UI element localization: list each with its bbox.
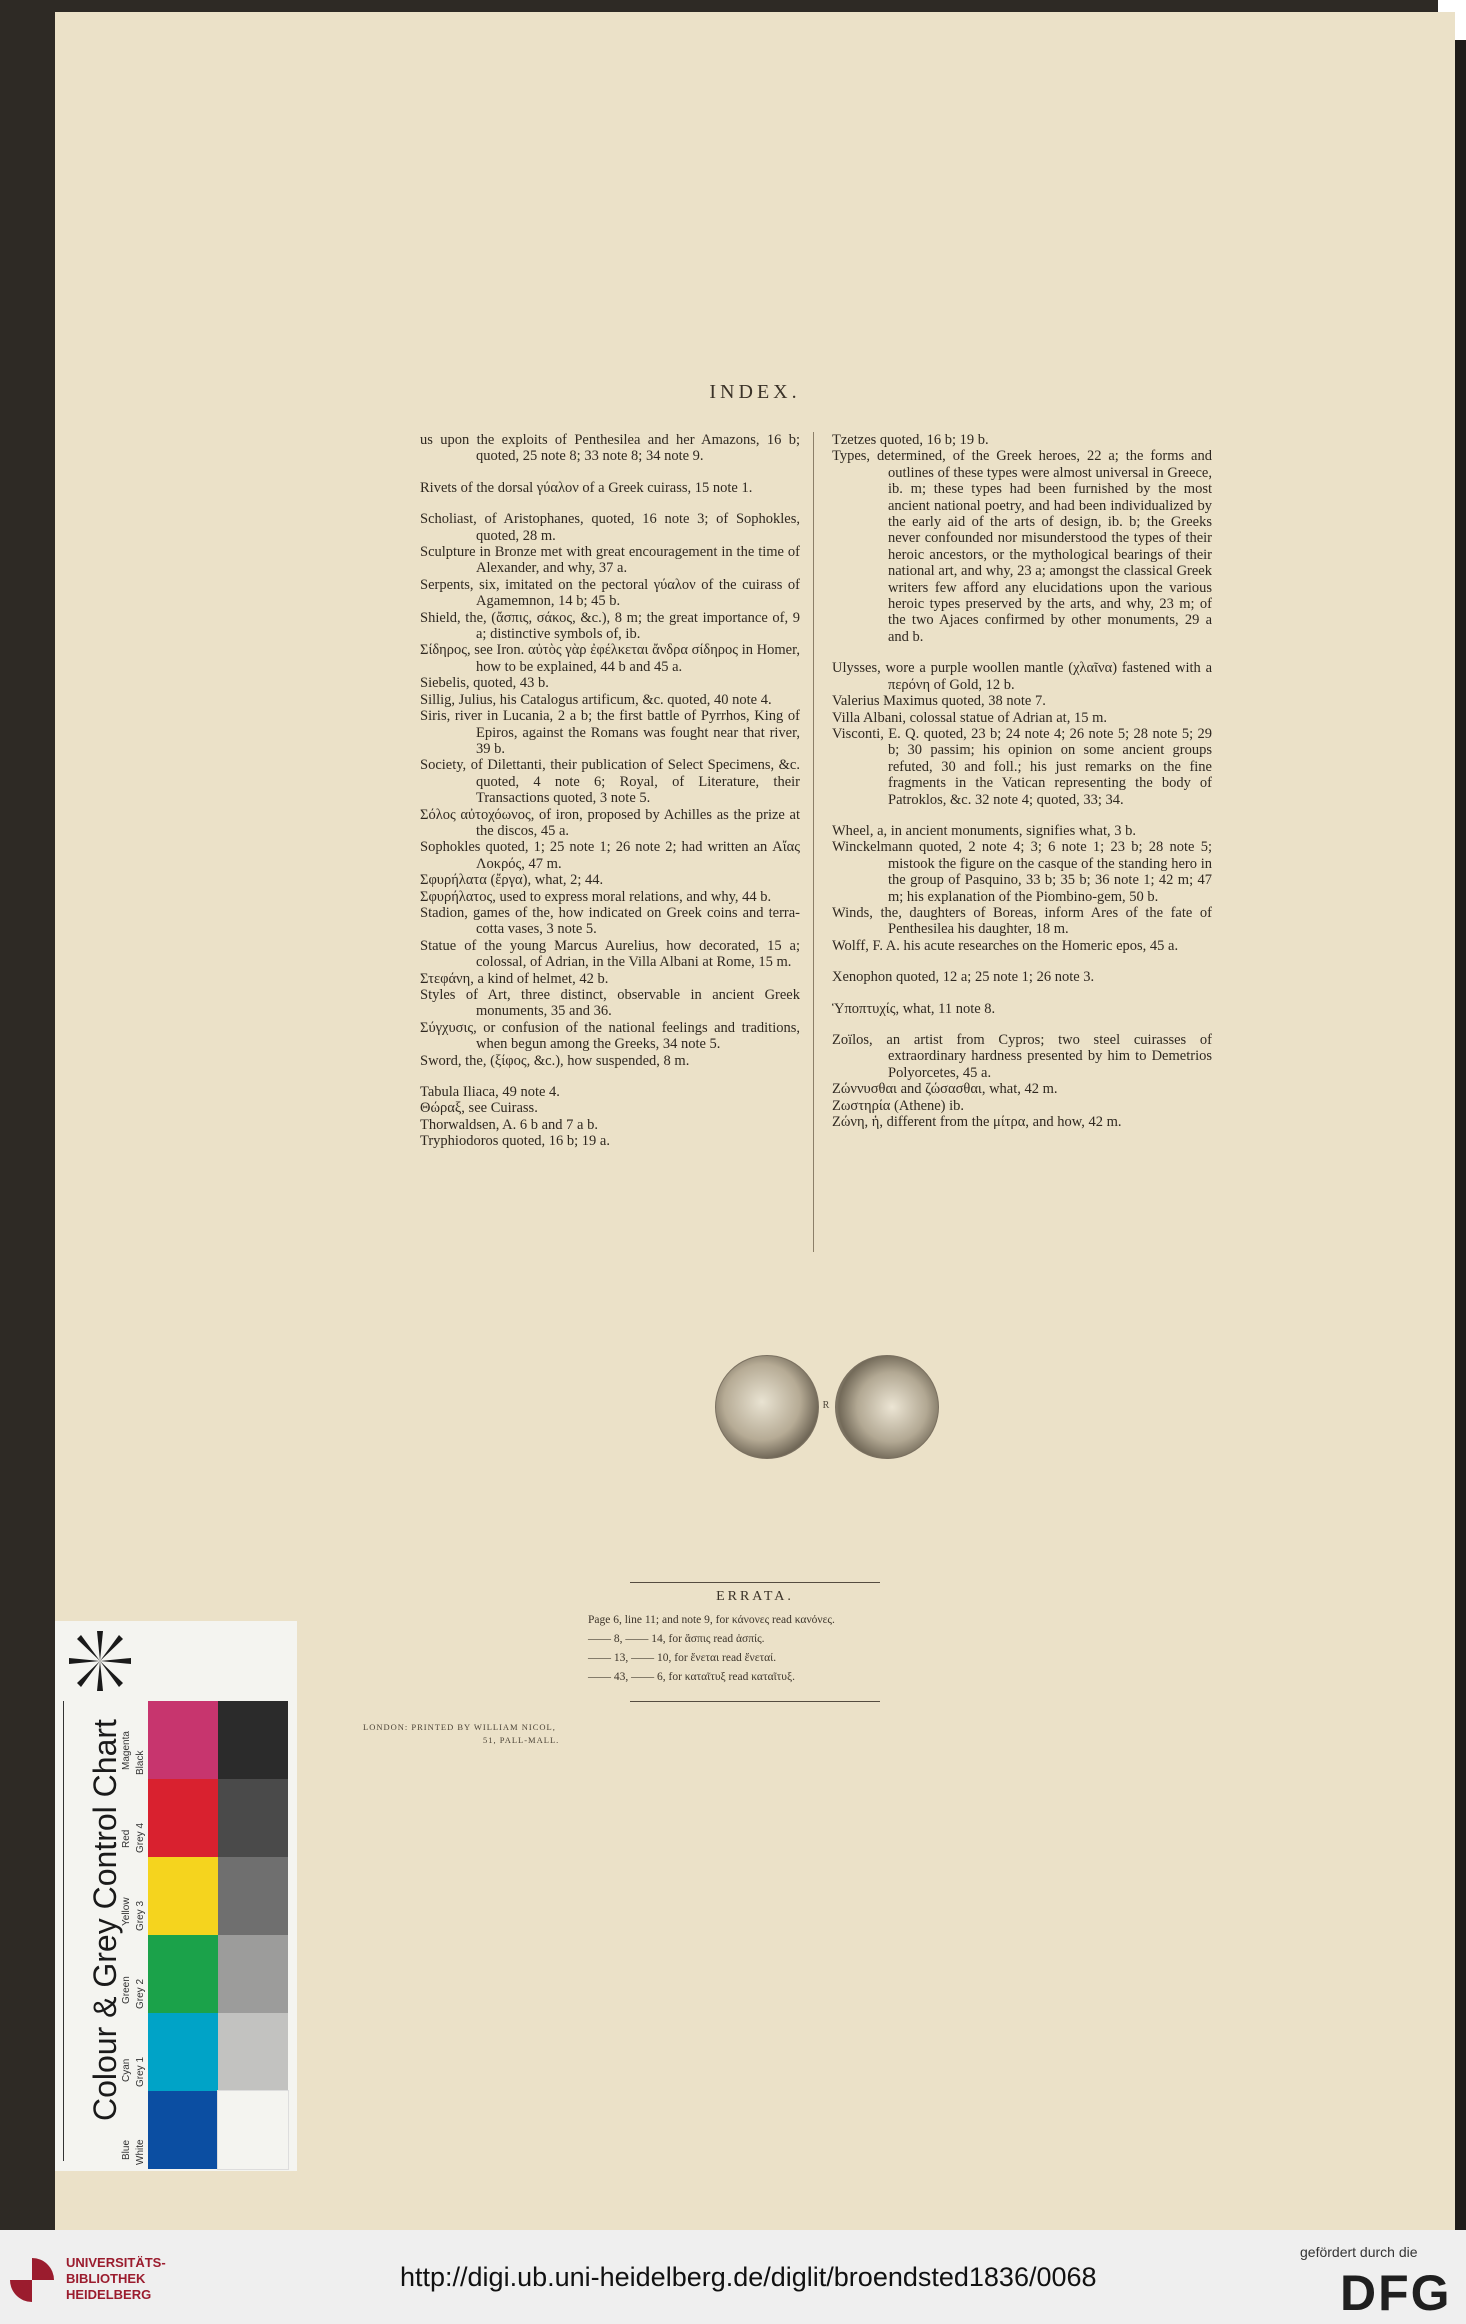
- coin-obverse-image: [715, 1355, 819, 1459]
- index-entry: Σόλος αὐτοχόωνος, of iron, proposed by Achilles as the prize at the discos, 45 a.: [420, 806, 800, 839]
- coin-reverse-image: [835, 1355, 939, 1459]
- index-entry: Stadion, games of the, how indicated on Greek coins and terra-cotta vases, 3 note 5.: [420, 904, 800, 938]
- index-entry: Types, determined, of the Greek heroes, 22 a; the forms and outlines of these types were almost universal in Greece, ib. m; these types had been furnished by the most ancient national poetry, and had been individualized by the early aid of the arts of design, ib. b; the Greeks never confounded nor misunderstood the types of their heroic ancestors, or the mythological bearings of their national art, and why, 23 a; amongst the classical Greek writers few afford any elucidations upon the various heroic types preserved by the arts, and why, 23 m; of the two Ajaces confirmed by other monuments, 29 a and b.: [832, 448, 1212, 645]
- swatch-yellow: [148, 1857, 218, 1935]
- chart-title: Colour & Grey Control Chart: [87, 1719, 123, 2121]
- errata-line: —— 8, —— 14, for ἄσπις read ἀσπίς.: [588, 1633, 765, 1645]
- errata-top-rule: [630, 1582, 880, 1583]
- index-entry: Tzetzes quoted, 16 b; 19 b.: [832, 432, 989, 448]
- colour-grey-control-chart: [55, 1621, 297, 2171]
- index-entry: Ζωστηρία (Athene) ib.: [832, 1097, 965, 1114]
- index-entry: Σφυρήλατα (ἔργα), what, 2; 44.: [420, 872, 604, 889]
- right-column: [832, 432, 1212, 1130]
- index-entry: Sophokles quoted, 1; 25 note 1; 26 note 2; had written an Αἴας Λοκρός, 47 m.: [420, 839, 800, 872]
- index-entry: Sword, the, (ξίφος, &c.), how suspended, 8 m.: [420, 1052, 690, 1069]
- index-entry: Θώραξ, see Cuirass.: [420, 1100, 538, 1117]
- errata-line: —— 13, —— 10, for ἔνεται read ἔνεταί.: [588, 1652, 777, 1664]
- printer-imprint: [363, 1721, 559, 1747]
- index-entry: Winds, the, daughters of Boreas, inform Ares of the fate of Penthesilea his daughter, 18 m.: [832, 904, 1212, 938]
- index-title: INDEX.: [709, 381, 801, 403]
- label-magenta: Magenta: [121, 1731, 132, 1770]
- library-name-line: BIBLIOTHEK: [66, 2271, 146, 2286]
- left-column: [420, 432, 800, 1150]
- index-entry: Thorwaldsen, A. 6 b and 7 a b.: [420, 1116, 598, 1133]
- library-name-line: UNIVERSITÄTS-: [66, 2255, 166, 2270]
- label-cyan: Cyan: [121, 2058, 132, 2082]
- index-entry: Winckelmann quoted, 2 note 4; 3; 6 note 1; 23 b; 28 note 5; mistook the figure on the casque of the standing hero in the group of Pasquino, 33 b; 35 b; 36 note 1; 42 m; 47 m; his explanation of the Piombino-gem, 50 b.: [832, 839, 1212, 905]
- index-entry: Ὑποπτυχίς, what, 11 note 8.: [832, 1000, 996, 1017]
- label-grey-2: Grey 2: [135, 1978, 146, 2009]
- university-library-logo-icon: [10, 2258, 54, 2302]
- chart-sunburst-icon: [61, 1629, 139, 1693]
- label-black: Black: [135, 1750, 146, 1775]
- index-entry: Serpents, six, imitated on the pectoral γύαλον of the cuirass of Agamemnon, 14 b; 45 b.: [420, 576, 800, 610]
- swatch-white: [218, 2091, 288, 2169]
- index-entry: Tabula Iliaca, 49 note 4.: [420, 1084, 560, 1101]
- label-red: Red: [121, 1829, 132, 1848]
- index-entry: Society, of Dilettanti, their publication of Select Specimens, &c. quoted, 4 note 6; Royal, of Literature, their Transactions quoted, 3 note 5.: [420, 757, 800, 807]
- index-entry: Siris, river in Lucania, 2 a b; the first battle of Pyrrhos, King of Epiros, against the Romans was fought near that river, 39 b.: [420, 708, 800, 757]
- printer-line: LONDON: PRINTED BY WILLIAM NICOL,: [363, 1722, 556, 1732]
- library-name-line: HEIDELBERG: [66, 2287, 152, 2302]
- label-yellow: Yellow: [121, 1897, 132, 1926]
- errata-line: —— 43, —— 6, for καταῖτυξ read καταῖτυξ.: [588, 1671, 795, 1683]
- label-grey-1: Grey 1: [135, 2056, 146, 2087]
- index-entry: Στεφάνη, a kind of helmet, 42 b.: [420, 970, 609, 987]
- swatch-blue: [148, 2091, 218, 2169]
- swatch-black: [218, 1701, 288, 1779]
- index-entry: Rivets of the dorsal γύαλον of a Greek cuirass, 15 note 1.: [420, 479, 753, 496]
- index-entry: Σίδηρος, see Iron. αὐτὸς γὰρ ἐφέλκεται ἄνδρα σίδηρος in Homer, how to be explained, 44 b and 45 a.: [420, 642, 800, 675]
- sponsor-text: gefördert durch die: [1300, 2244, 1418, 2260]
- swatch-grey-1: [218, 2013, 288, 2091]
- index-entry: Valerius Maximus quoted, 38 note 7.: [832, 693, 1046, 710]
- index-entry: Visconti, E. Q. quoted, 23 b; 24 note 4; 26 note 5; 28 note 5; 29 b; 30 passim; his opinion on some ancient groups refuted, 30 and foll.; his just remarks on the fine fragments in the Vatican representing the body of Patroklos, &c. 32 note 4; quoted, 33; 34.: [832, 725, 1212, 808]
- index-entry: Scholiast, of Aristophanes, quoted, 16 note 3; of Sophokles, quoted, 28 m.: [420, 511, 800, 544]
- index-entry: us upon the exploits of Penthesilea and her Amazons, 16 b; quoted, 25 note 8; 33 note 8; 34 note 9.: [420, 432, 800, 465]
- index-entry: Σύγχυσις, or confusion of the national feelings and traditions, when begun among the Greeks, 34 note 5.: [420, 1019, 800, 1053]
- index-entry: Wheel, a, in ancient monuments, signifies what, 3 b.: [832, 822, 1137, 839]
- index-entry: Shield, the, (ἄσπις, σάκος, &c.), 8 m; the great importance of, 9 a; distinctive symbols of, ib.: [420, 609, 800, 643]
- document-url[interactable]: http://digi.ub.uni-heidelberg.de/diglit/broendsted1836/0068: [400, 2262, 1097, 2292]
- label-grey-3: Grey 3: [135, 1900, 146, 1931]
- index-entry: Ζώννυσθαι and ζώσασθαι, what, 42 m.: [832, 1081, 1058, 1098]
- swatch-magenta: [148, 1701, 218, 1779]
- index-entry: Siebelis, quoted, 43 b.: [420, 675, 549, 692]
- swatch-cyan: [148, 2013, 218, 2091]
- label-green: Green: [121, 1976, 132, 2004]
- index-entry: Wolff, F. A. his acute researches on the Homeric epos, 45 a.: [832, 937, 1179, 954]
- index-entry: Sculpture in Bronze met with great encouragement in the time of Alexander, and why, 37 a.: [420, 544, 800, 577]
- coin-illustration: [715, 1355, 937, 1460]
- index-entry: Zoïlos, an artist from Cypros; two steel cuirasses of extraordinary hardness presented by him to Demetrios Polyorcetes, 45 a.: [832, 1032, 1212, 1081]
- column-divider: [813, 432, 814, 1252]
- swatch-grey-2: [218, 1935, 288, 2013]
- chart-ruler: [63, 1701, 64, 2161]
- index-entry: Σφυρήλατος, used to express moral relations, and why, 44 b.: [420, 888, 772, 905]
- label-grey-4: Grey 4: [135, 1822, 146, 1853]
- printer-line: 51, PALL-MALL.: [483, 1735, 560, 1745]
- index-entry: Sillig, Julius, his Catalogus artificum, &c. quoted, 40 note 4.: [420, 691, 772, 708]
- index-entry: Xenophon quoted, 12 a; 25 note 1; 26 note 3.: [832, 969, 1095, 986]
- errata-title: ERRATA.: [716, 1589, 794, 1604]
- swatch-grey-4: [218, 1779, 288, 1857]
- errata-bottom-rule: [630, 1701, 880, 1702]
- university-library-name: [66, 2255, 166, 2303]
- dfg-logo: DFG: [1340, 2265, 1452, 2321]
- errata-line: Page 6, line 11; and note 9, for κάνονες read κανόνες.: [588, 1614, 835, 1626]
- errata-list: [588, 1611, 835, 1687]
- index-entry: Tryphiodoros quoted, 16 b; 19 a.: [420, 1133, 610, 1150]
- swatch-green: [148, 1935, 218, 2013]
- index-entry: Villa Albani, colossal statue of Adrian at, 15 m.: [832, 709, 1107, 726]
- label-blue: Blue: [121, 2139, 132, 2160]
- swatch-grey-3: [218, 1857, 288, 1935]
- index-entry: Statue of the young Marcus Aurelius, how decorated, 15 a; colossal, of Adrian, in the Villa Albani at Rome, 15 m.: [420, 937, 800, 971]
- index-entry: Styles of Art, three distinct, observable in ancient Greek monuments, 35 and 36.: [420, 987, 800, 1020]
- index-entry: Ulysses, wore a purple woollen mantle (χλαῖνα) fastened with a περόνη of Gold, 12 b.: [832, 660, 1212, 693]
- coin-mark: R: [822, 1400, 830, 1411]
- swatch-red: [148, 1779, 218, 1857]
- index-entry: Ζώνη, ἡ, different from the μίτρα, and how, 42 m.: [832, 1114, 1122, 1131]
- label-white: White: [135, 2139, 146, 2165]
